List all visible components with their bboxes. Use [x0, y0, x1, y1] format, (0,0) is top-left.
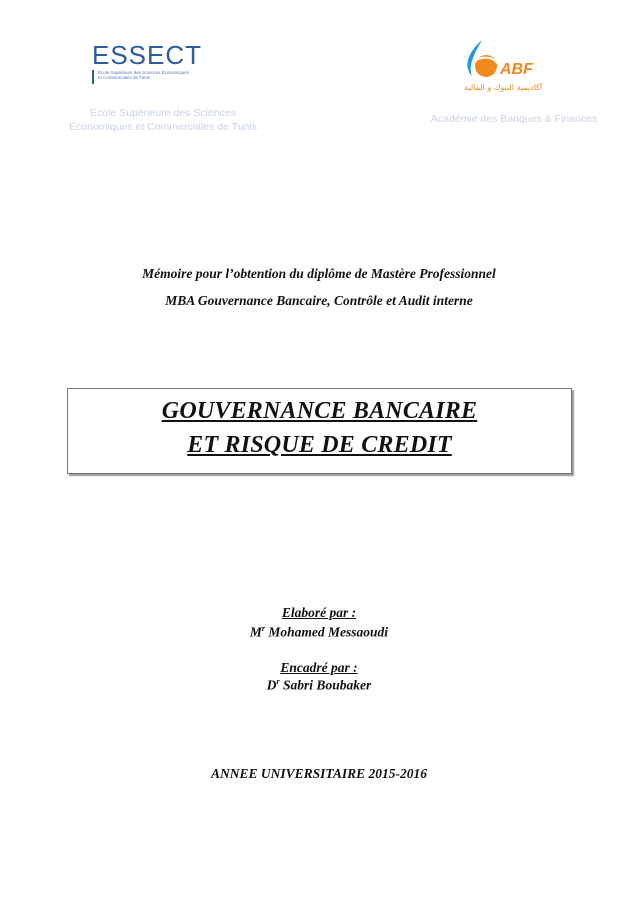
- academic-year: ANNEE UNIVERSITAIRE 2015-2016: [210, 766, 428, 781]
- supervisor-sup: r: [276, 677, 280, 686]
- essect-logo-text: ESSECT: [92, 40, 203, 70]
- essect-caption: Ecole Supérieure des Sciences Economiques et Commerciales de Tunis: [69, 107, 257, 133]
- abf-emblem-icon: [460, 36, 560, 96]
- memoire-line-2: MBA Gouvernance Bancaire, Contrôle et Audit interne: [165, 293, 473, 308]
- abf-logo: [460, 36, 560, 96]
- elabore-label: Elaboré par :: [281, 605, 357, 620]
- supervisor-name: [0, 677, 638, 694]
- abf-logo-arabic: أكاديمية البنوك و المالية: [464, 83, 543, 92]
- essect-logo-bar: [92, 70, 94, 84]
- abf-caption: Académie des Banques & Finances: [430, 113, 598, 125]
- supervisor-name-text: Sabri Boubaker: [279, 677, 372, 693]
- author-name-text: Mohamed Messaoudi: [265, 624, 389, 640]
- abf-logo-text: ABF: [500, 61, 533, 78]
- author-sup: r: [261, 624, 266, 633]
- memoire-line-1: Mémoire pour l’obtention du diplôme de Mastère Professionnel: [142, 266, 496, 281]
- supervisor-prefix: D: [266, 677, 277, 693]
- author-name: [0, 624, 638, 641]
- author-prefix: M: [249, 624, 262, 640]
- essect-logo-subtitle: Ecole Supérieure des Sciences Economiques et Commerciales de Tunis: [98, 70, 190, 80]
- title-line-1: GOUVERNANCE BANCAIRE: [161, 398, 478, 424]
- title-line-2: ET RISQUE DE CREDIT: [187, 432, 452, 458]
- encadre-label: Encadré par :: [280, 660, 358, 675]
- essect-logo: [88, 40, 203, 86]
